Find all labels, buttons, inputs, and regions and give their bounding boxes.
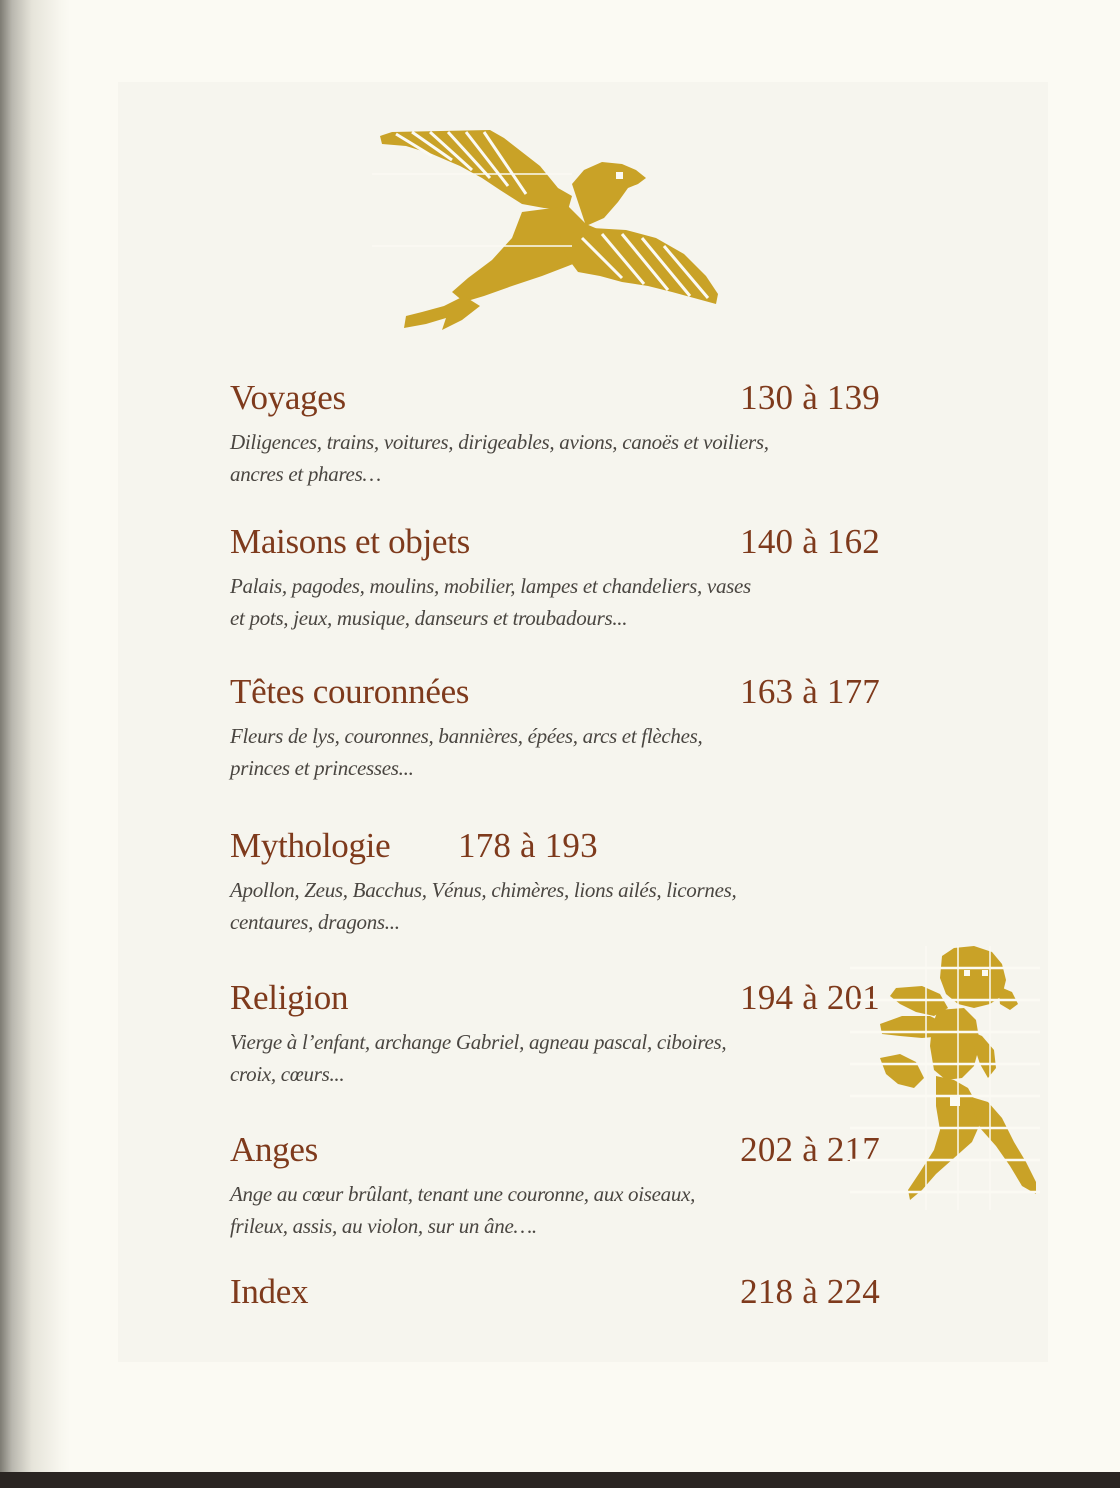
description-line: Palais, pagodes, moulins, mobilier, lampes et chandeliers, vases	[230, 574, 751, 598]
description-line: ancres et phares…	[230, 462, 381, 486]
cross-stitch-cherub-icon	[850, 946, 1040, 1210]
entry-description	[230, 1026, 880, 1090]
description-line: princes et princesses...	[230, 756, 414, 780]
toc-entry-mythologie	[230, 826, 880, 938]
entry-title: Mythologie	[230, 826, 391, 865]
description-line: Fleurs de lys, couronnes, bannières, épées, arcs et flèches,	[230, 724, 703, 748]
entry-page-range: 202 à 217	[740, 1130, 880, 1169]
scan-bottom-edge	[0, 1472, 1120, 1488]
description-line: centaures, dragons...	[230, 910, 400, 934]
entry-description	[230, 720, 880, 784]
description-line: et pots, jeux, musique, danseurs et troubadours...	[230, 606, 628, 630]
description-line: frileux, assis, au violon, sur un âne….	[230, 1214, 537, 1238]
entry-title: Têtes couronnées	[230, 672, 470, 711]
toc-entry-voyages	[230, 378, 880, 490]
toc-entry-religion	[230, 978, 880, 1090]
entry-title: Religion	[230, 978, 349, 1017]
entry-description	[230, 874, 880, 938]
entry-page-range: 140 à 162	[740, 522, 880, 561]
entry-description	[230, 1178, 880, 1242]
entry-page-range: 178 à 193	[458, 826, 598, 865]
toc-entry-index	[230, 1272, 880, 1312]
entry-title: Anges	[230, 1130, 318, 1169]
entry-title: Index	[230, 1272, 309, 1311]
entry-page-range: 194 à 201	[740, 978, 880, 1017]
entry-page-range: 218 à 224	[740, 1272, 880, 1311]
description-line: Ange au cœur brûlant, tenant une couronne, aux oiseaux,	[230, 1182, 696, 1206]
description-line: croix, cœurs...	[230, 1062, 345, 1086]
entry-description	[230, 426, 880, 490]
description-line: Apollon, Zeus, Bacchus, Vénus, chimères, lions ailés, licornes,	[230, 878, 737, 902]
toc-entry-tetes-couronnees	[230, 672, 880, 784]
entry-title: Maisons et objets	[230, 522, 470, 561]
entry-page-range: 130 à 139	[740, 378, 880, 417]
entry-page-range: 163 à 177	[740, 672, 880, 711]
toc-entry-maisons-et-objets	[230, 522, 880, 634]
toc-entry-anges	[230, 1130, 880, 1242]
entry-description	[230, 570, 880, 634]
description-line: Vierge à l’enfant, archange Gabriel, agneau pascal, ciboires,	[230, 1030, 727, 1054]
page-gutter-shadow	[0, 0, 70, 1472]
description-line: Diligences, trains, voitures, dirigeables, avions, canoës et voiliers,	[230, 430, 769, 454]
entry-title: Voyages	[230, 378, 346, 417]
cross-stitch-bird-icon	[372, 126, 724, 336]
